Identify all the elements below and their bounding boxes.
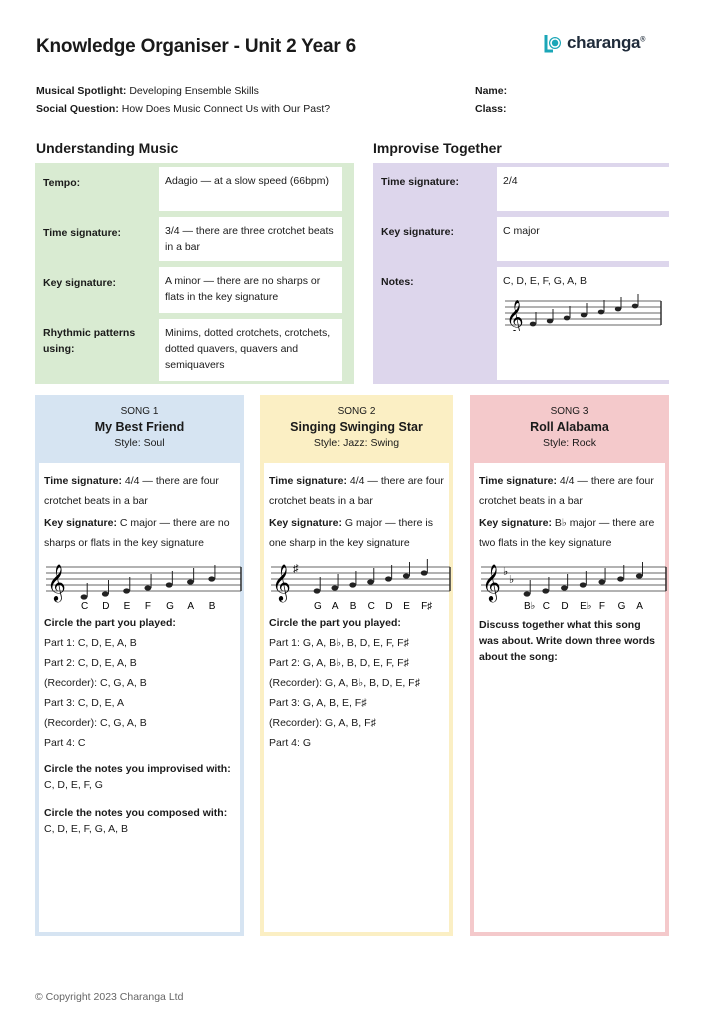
note-label: G [617, 601, 626, 611]
note-label: A [636, 601, 643, 611]
song-number: SONG 2 [337, 406, 376, 417]
note-head [615, 307, 621, 312]
note-head [598, 310, 604, 315]
song-staff [479, 553, 668, 611]
row-value: A minor — there are no sharps or flats in the key signature [159, 267, 342, 313]
list-item: Part 2: G, A, B♭, B, D, E, F, F♯ [269, 657, 409, 669]
charanga-logo [543, 32, 645, 54]
question-line: Social Question: How Does Music Connect Us with Our Past? [36, 103, 331, 115]
song-title: Roll Alabama [530, 420, 609, 434]
song-header [260, 395, 453, 463]
note-label: E [123, 601, 131, 611]
note-label: D [561, 601, 569, 611]
list-item: (Recorder): C, G, A, B [44, 677, 147, 689]
song-time-signature: Time signature: 4/4 — there are four crotchet beats in a bar [269, 475, 444, 507]
charanga-logo-text: charanga® [567, 33, 646, 52]
note-head [598, 579, 605, 584]
song-time-signature: Time signature: 4/4 — there are four crotchet beats in a bar [44, 475, 219, 507]
list-item: (Recorder): G, A, B♭, B, D, E, F♯ [269, 677, 420, 689]
note-head [524, 591, 531, 596]
note-head [580, 582, 587, 587]
copyright: © Copyright 2023 Charanga Ltd [35, 991, 184, 1003]
note-label: D [385, 601, 393, 611]
note-head [421, 570, 428, 575]
spotlight-line: Musical Spotlight: Developing Ensemble Skills [36, 85, 259, 97]
note-label: F♯ [421, 601, 433, 611]
song-body [264, 463, 449, 932]
improvise-table [373, 163, 669, 384]
song-card-3 [470, 395, 669, 936]
improvise-heading: Improvise Together [373, 140, 502, 156]
song-card-1 [35, 395, 244, 936]
note-head [81, 594, 88, 599]
staff-notes [524, 562, 644, 611]
row-label: Key signature: [381, 226, 454, 238]
flat-icon: ♭ [509, 574, 515, 586]
list-item: Part 3: C, D, E, A [44, 697, 124, 709]
note-label: B [208, 601, 216, 611]
note-head [123, 588, 130, 593]
note-head [636, 573, 643, 578]
note-label: C [81, 601, 89, 611]
note-label: A [187, 601, 195, 611]
row-label: Time signature: [43, 227, 121, 239]
note-head [314, 588, 321, 593]
note-label: E [403, 601, 410, 611]
note-label: D [102, 601, 110, 611]
understanding-table [35, 163, 354, 384]
treble-clef-icon: 𝄞 [482, 563, 501, 601]
class-field-label: Class: [475, 103, 507, 115]
composed-notes: Circle the notes you composed with: C, D, E, F, G, A, B [44, 807, 228, 835]
note-label: C [367, 601, 375, 611]
staff-notes [81, 565, 216, 611]
song-number: SONG 3 [550, 406, 589, 417]
row-label: Rhythmic patterns using: [43, 327, 136, 355]
note-head [367, 579, 374, 584]
note-head [349, 582, 356, 587]
song-card-2 [260, 395, 453, 936]
flat-icon: ♭ [503, 566, 509, 578]
treble-clef-icon: 𝄞 [272, 563, 291, 601]
list-item: Part 4: G [269, 737, 312, 749]
list-item: Part 4: C [44, 737, 86, 749]
song-header [470, 395, 669, 463]
song-key-signature: Key signature: G major — there is one sharp in the key signature [269, 517, 433, 549]
song-key-signature: Key signature: B♭ major — there are two flats in the key signature [479, 517, 655, 549]
treble-clef-icon: 𝄞 [47, 563, 66, 601]
note-head [617, 576, 624, 581]
song-style: Style: Rock [542, 437, 597, 449]
note-label: F [144, 601, 151, 611]
note-head [530, 322, 536, 327]
list-item: (Recorder): C, G, A, B [44, 717, 147, 729]
note-head [581, 313, 587, 318]
note-head [144, 585, 151, 590]
row-value: Adagio — at a slow speed (66bpm) [159, 167, 342, 211]
song-time-signature: Time signature: 4/4 — there are four crotchet beats in a bar [479, 475, 654, 507]
note-head [561, 585, 568, 590]
charanga-logo-icon [543, 32, 563, 54]
parts-list [44, 633, 235, 753]
song-key-signature: Key signature: C major — there are no sharps or flats in the key signature [44, 517, 230, 549]
note-label: B♭ [524, 601, 536, 611]
note-head [187, 579, 194, 584]
improvise-staff [503, 291, 663, 331]
list-item: Part 1: G, A, B♭, B, D, E, F, F♯ [269, 637, 409, 649]
note-head [564, 316, 570, 321]
note-label: B [349, 601, 357, 611]
staff-notes [530, 294, 638, 326]
understanding-heading: Understanding Music [36, 140, 179, 156]
note-label: E♭ [580, 601, 592, 611]
song-body [39, 463, 240, 932]
song-style: Style: Soul [114, 437, 165, 449]
circle-part-label: Circle the part you played: [269, 617, 401, 629]
row-label: Time signature: [381, 176, 459, 188]
note-head [208, 576, 215, 581]
name-field-label: Name: [475, 85, 508, 97]
note-label: A [331, 601, 339, 611]
parts-list [269, 633, 444, 753]
song-style: Style: Jazz: Swing [313, 437, 400, 449]
row-value: C major [497, 217, 669, 261]
note-label: G [166, 601, 174, 611]
sharp-icon: ♯ [293, 563, 299, 575]
song-title: Singing Swinging Star [290, 420, 423, 434]
song-header [35, 395, 244, 463]
treble-clef-icon: 𝄞 [506, 300, 524, 331]
row-value: Minims, dotted crotchets, crotchets, dotted quavers, quavers and semiquavers [159, 319, 342, 381]
row-value: C, D, E, F, G, A, B [503, 275, 588, 287]
song-staff [269, 553, 452, 611]
note-head [542, 588, 549, 593]
list-item: (Recorder): G, A, B, F♯ [269, 717, 376, 729]
row-value: 2/4 [497, 167, 669, 211]
note-head [632, 304, 638, 309]
discuss-prompt: Discuss together what this song was about. Write down three words about the song: [479, 619, 655, 663]
row-label: Notes: [381, 276, 414, 288]
note-head [547, 319, 553, 324]
song-body [474, 463, 665, 932]
song-title: My Best Friend [94, 420, 185, 434]
list-item: Part 3: G, A, B, E, F♯ [269, 697, 367, 709]
song-staff [44, 553, 243, 611]
circle-part-label: Circle the part you played: [44, 617, 176, 629]
row-label: Tempo: [43, 177, 81, 189]
song-number: SONG 1 [120, 406, 159, 417]
notes-cell [497, 267, 669, 380]
note-head [102, 591, 109, 596]
row-label: Key signature: [43, 277, 116, 289]
note-label: C [542, 601, 550, 611]
note-head [385, 576, 392, 581]
list-item: Part 1: C, D, E, A, B [44, 637, 137, 649]
note-label: F [598, 601, 605, 611]
note-label: G [314, 601, 322, 611]
page-title: Knowledge Organiser - Unit 2 Year 6 [36, 36, 356, 57]
row-value: 3/4 — there are three crotchet beats in a bar [159, 217, 342, 261]
note-head [331, 585, 338, 590]
note-head [403, 573, 410, 578]
note-head [166, 582, 173, 587]
improvised-notes: Circle the notes you improvised with: C, D, E, F, G [44, 763, 231, 791]
list-item: Part 2: C, D, E, A, B [44, 657, 137, 669]
